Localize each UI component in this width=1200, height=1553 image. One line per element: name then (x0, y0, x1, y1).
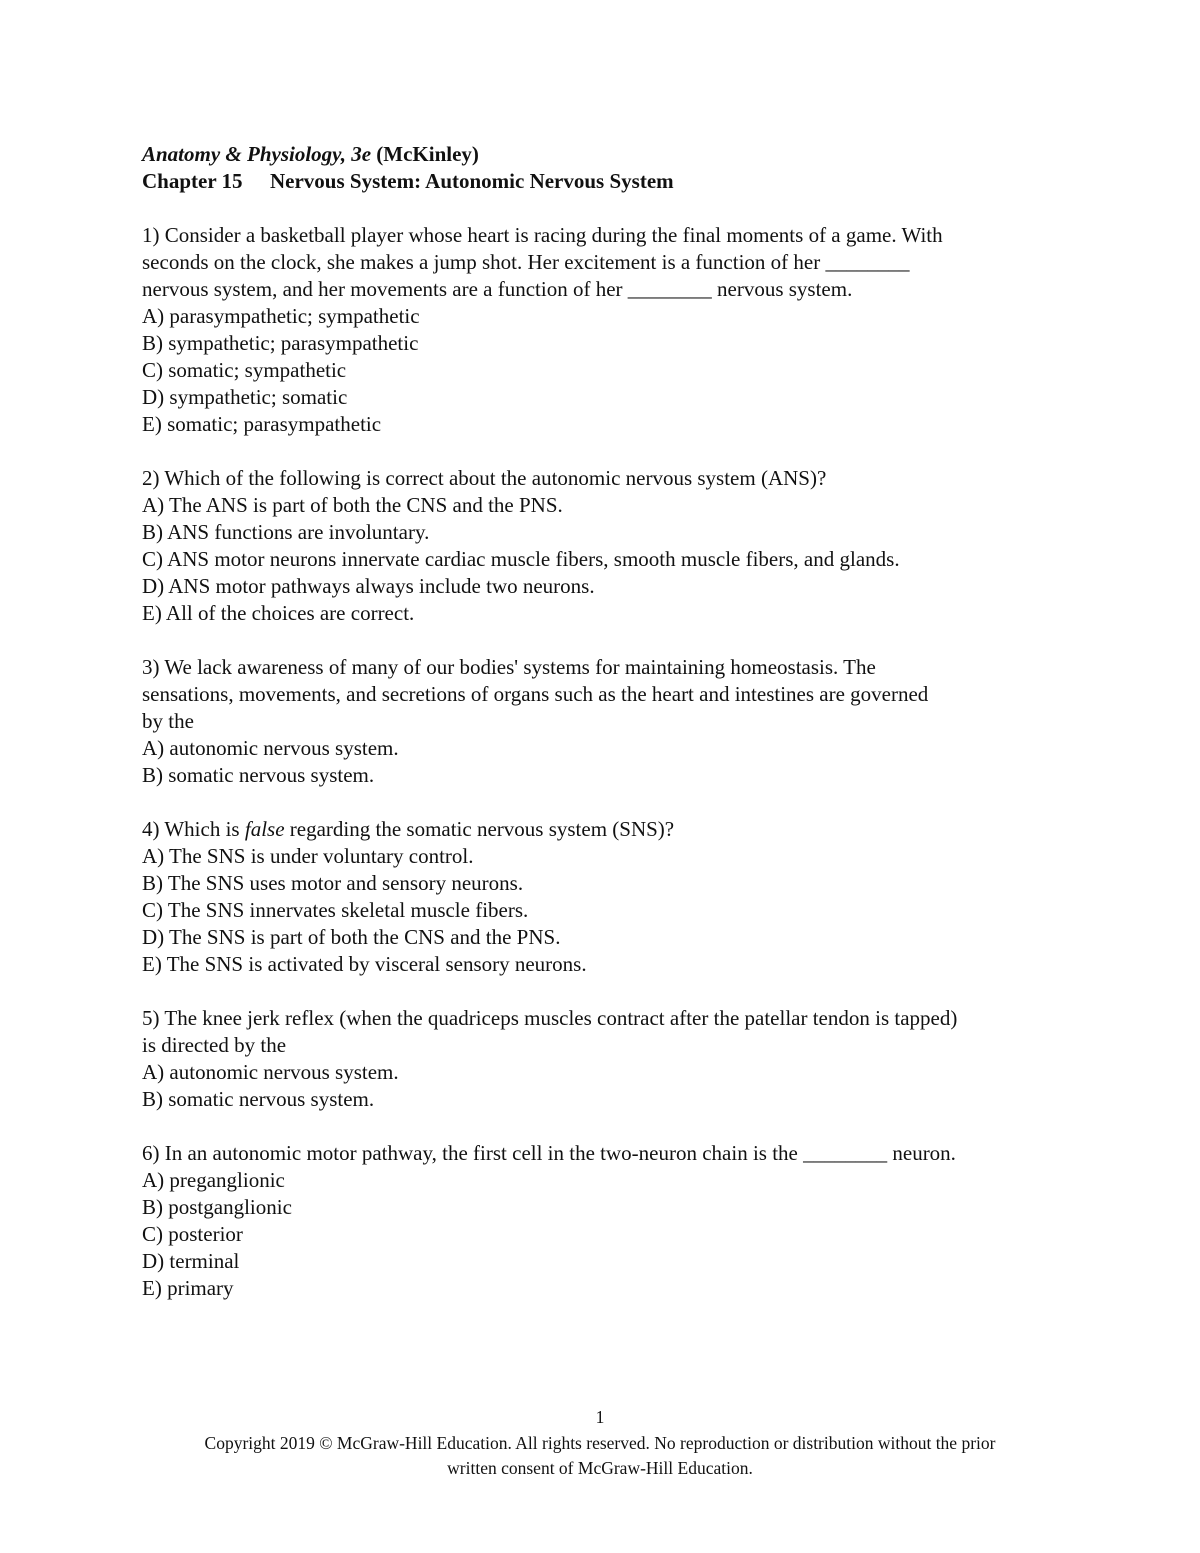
answer-option: A) The ANS is part of both the CNS and the PNS. (142, 493, 563, 517)
chapter-heading (142, 168, 1102, 195)
chapter-label: Chapter 15 (142, 169, 243, 193)
answer-option: C) posterior (142, 1222, 243, 1246)
question-3 (142, 654, 1102, 789)
book-author: (McKinley) (376, 142, 479, 166)
copyright-notice: Copyright 2019 © McGraw-Hill Education. All rights reserved. No reproduction or distribution without the prior (204, 1433, 996, 1453)
question-stem-emphasis: false (244, 817, 285, 841)
answer-option: D) sympathetic; somatic (142, 385, 348, 409)
question-stem-prefix: 4) Which is (142, 817, 245, 841)
answer-option: D) ANS motor pathways always include two neurons. (142, 574, 595, 598)
answer-option: A) parasympathetic; sympathetic (142, 304, 420, 328)
answer-option: E) somatic; parasympathetic (142, 412, 382, 436)
answer-option: B) sympathetic; parasympathetic (142, 331, 419, 355)
answer-option: E) The SNS is activated by visceral sensory neurons. (142, 952, 587, 976)
chapter-title: Nervous System: Autonomic Nervous System (270, 169, 674, 193)
answer-option: B) The SNS uses motor and sensory neurons. (142, 871, 524, 895)
question-stem-line: 5) The knee jerk reflex (when the quadriceps muscles contract after the patellar tendon is tapped) (142, 1006, 958, 1030)
question-stem-line: seconds on the clock, she makes a jump shot. Her excitement is a function of her ________ (142, 250, 910, 274)
question-stem-line: is directed by the (142, 1033, 287, 1057)
answer-option: B) somatic nervous system. (142, 1087, 375, 1111)
question-stem-line: 6) In an autonomic motor pathway, the first cell in the two-neuron chain is the ________ neuron. (142, 1141, 956, 1165)
answer-option: C) The SNS innervates skeletal muscle fibers. (142, 898, 529, 922)
answer-option: A) preganglionic (142, 1168, 285, 1192)
question-2 (142, 465, 1102, 627)
answer-option: B) somatic nervous system. (142, 763, 375, 787)
question-stem-line: by the (142, 709, 194, 733)
answer-option: E) primary (142, 1276, 234, 1300)
answer-option: C) somatic; sympathetic (142, 358, 347, 382)
answer-option: D) The SNS is part of both the CNS and the PNS. (142, 925, 561, 949)
question-stem-suffix: regarding the somatic nervous system (SNS)? (284, 817, 675, 841)
question-stem-line: nervous system, and her movements are a function of her ________ nervous system. (142, 277, 853, 301)
book-title-line (142, 141, 1102, 168)
question-stem-line (142, 816, 1102, 843)
answer-option: A) autonomic nervous system. (142, 736, 399, 760)
copyright-notice-continued: written consent of McGraw-Hill Education. (447, 1458, 753, 1478)
answer-option: A) The SNS is under voluntary control. (142, 844, 474, 868)
question-stem-line: sensations, movements, and secretions of organs such as the heart and intestines are governed (142, 682, 929, 706)
question-stem-line: 2) Which of the following is correct about the autonomic nervous system (ANS)? (142, 466, 827, 490)
answer-option: D) terminal (142, 1249, 240, 1273)
question-1 (142, 222, 1102, 438)
question-5 (142, 1005, 1102, 1113)
answer-option: C) ANS motor neurons innervate cardiac muscle fibers, smooth muscle fibers, and glands. (142, 547, 900, 571)
answer-option: A) autonomic nervous system. (142, 1060, 399, 1084)
question-6 (142, 1140, 1102, 1302)
page-number: 1 (595, 1407, 605, 1427)
book-title: Anatomy & Physiology, 3e (142, 142, 372, 166)
answer-option: B) postganglionic (142, 1195, 292, 1219)
answer-option: B) ANS functions are involuntary. (142, 520, 430, 544)
question-4 (142, 816, 1102, 978)
answer-option: E) All of the choices are correct. (142, 601, 415, 625)
question-stem-line: 1) Consider a basketball player whose heart is racing during the final moments of a game. With (142, 223, 943, 247)
document-body (142, 141, 1102, 1329)
question-stem-line: 3) We lack awareness of many of our bodies' systems for maintaining homeostasis. The (142, 655, 876, 679)
